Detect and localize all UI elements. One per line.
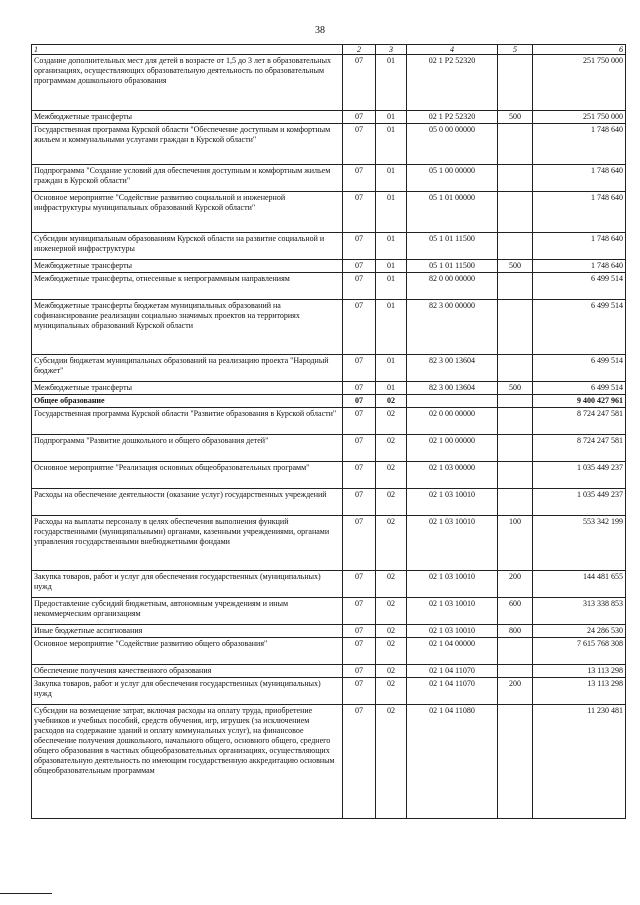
row-amount: 1 748 640 <box>533 124 626 165</box>
row-name: Основное мероприятие "Содействие развитию социальной и инженерной инфраструктуры муниципальных образований Курской области" <box>32 192 343 233</box>
row-section: 07 <box>343 124 376 165</box>
row-target-item: 02 1 04 11070 <box>407 678 498 705</box>
row-section: 07 <box>343 705 376 819</box>
row-amount: 1 035 449 237 <box>533 462 626 489</box>
row-expense-type <box>498 395 533 408</box>
row-expense-type <box>498 408 533 435</box>
row-section: 07 <box>343 165 376 192</box>
row-amount: 9 400 427 961 <box>533 395 626 408</box>
row-section: 07 <box>343 395 376 408</box>
row-amount: 11 230 481 <box>533 705 626 819</box>
row-name: Расходы на обеспечение деятельности (оказание услуг) государственных учреждений <box>32 489 343 516</box>
row-name: Основное мероприятие "Содействие развитию общего образования" <box>32 638 343 665</box>
row-subsection: 02 <box>376 489 407 516</box>
column-header-section: 2 <box>343 45 376 55</box>
row-subsection: 01 <box>376 165 407 192</box>
row-subsection: 02 <box>376 395 407 408</box>
row-name: Закупка товаров, работ и услуг для обеспечения государственных (муниципальных) нужд <box>32 571 343 598</box>
row-section: 07 <box>343 111 376 124</box>
table-row <box>32 192 626 233</box>
table-row <box>32 598 626 625</box>
row-subsection: 01 <box>376 233 407 260</box>
row-amount: 1 748 640 <box>533 233 626 260</box>
row-subsection: 02 <box>376 516 407 571</box>
row-subsection: 02 <box>376 598 407 625</box>
row-name: Общее образование <box>32 395 343 408</box>
row-section: 07 <box>343 516 376 571</box>
row-target-item: 02 1 P2 52320 <box>407 111 498 124</box>
row-name: Субсидии на возмещение затрат, включая расходы на оплату труда, приобретение учебников и учебных пособий, средств обучения, игр, игрушек (за исключением расходов на содержание зданий и оплату коммунальных услуг), на финансовое обеспечение получения дошкольного, начального общего, основного общего, среднего общего образования в частных общеобразовательных организациях, осуществляющих образовательную деятельность по имеющим государственную аккредитацию основным общеобразовательным программам <box>32 705 343 819</box>
row-target-item: 82 3 00 13604 <box>407 355 498 382</box>
row-section: 07 <box>343 300 376 355</box>
row-subsection: 01 <box>376 273 407 300</box>
table-row <box>32 705 626 819</box>
page-number: 38 <box>315 25 325 36</box>
row-section: 07 <box>343 638 376 665</box>
table-body <box>32 55 626 819</box>
row-section: 07 <box>343 678 376 705</box>
row-target-item: 02 1 03 00000 <box>407 462 498 489</box>
row-expense-type <box>498 233 533 260</box>
row-name: Межбюджетные трансферты <box>32 382 343 395</box>
table-row <box>32 273 626 300</box>
row-subsection: 02 <box>376 625 407 638</box>
row-target-item: 02 1 03 10010 <box>407 571 498 598</box>
row-subsection: 01 <box>376 55 407 111</box>
row-section: 07 <box>343 489 376 516</box>
row-amount: 6 499 514 <box>533 273 626 300</box>
row-amount: 6 499 514 <box>533 300 626 355</box>
row-section: 07 <box>343 462 376 489</box>
row-subsection: 02 <box>376 462 407 489</box>
row-expense-type <box>498 705 533 819</box>
row-target-item: 02 1 00 00000 <box>407 435 498 462</box>
row-amount: 251 750 000 <box>533 111 626 124</box>
row-expense-type <box>498 273 533 300</box>
row-target-item: 02 1 03 10010 <box>407 598 498 625</box>
row-subsection: 01 <box>376 300 407 355</box>
row-section: 07 <box>343 625 376 638</box>
column-header-subsection: 3 <box>376 45 407 55</box>
row-subsection: 01 <box>376 111 407 124</box>
table-row <box>32 260 626 273</box>
row-name: Государственная программа Курской области "Обеспечение доступным и комфортным жильем и коммунальными услугами граждан в Курской области" <box>32 124 343 165</box>
row-target-item: 82 3 00 00000 <box>407 300 498 355</box>
table-row <box>32 489 626 516</box>
row-amount: 1 748 640 <box>533 192 626 233</box>
row-subsection: 02 <box>376 571 407 598</box>
row-name: Иные бюджетные ассигнования <box>32 625 343 638</box>
column-header-target-item: 4 <box>407 45 498 55</box>
row-amount: 24 286 530 <box>533 625 626 638</box>
row-subsection: 02 <box>376 665 407 678</box>
row-section: 07 <box>343 273 376 300</box>
row-expense-type: 100 <box>498 516 533 571</box>
footer-rule <box>0 893 52 894</box>
row-target-item: 05 0 00 00000 <box>407 124 498 165</box>
row-subsection: 02 <box>376 408 407 435</box>
row-name: Основное мероприятие "Реализация основных общеобразовательных программ" <box>32 462 343 489</box>
row-expense-type <box>498 165 533 192</box>
row-subsection: 01 <box>376 355 407 382</box>
row-expense-type <box>498 55 533 111</box>
row-expense-type: 200 <box>498 571 533 598</box>
table-row <box>32 165 626 192</box>
table-row <box>32 382 626 395</box>
row-section: 07 <box>343 665 376 678</box>
budget-table <box>31 44 626 819</box>
row-target-item <box>407 395 498 408</box>
row-subsection: 01 <box>376 124 407 165</box>
row-amount: 1 748 640 <box>533 165 626 192</box>
column-header-row <box>32 45 626 55</box>
row-section: 07 <box>343 435 376 462</box>
row-amount: 7 615 768 308 <box>533 638 626 665</box>
row-name: Закупка товаров, работ и услуг для обеспечения государственных (муниципальных) нужд <box>32 678 343 705</box>
table-row <box>32 395 626 408</box>
row-target-item: 02 1 P2 52320 <box>407 55 498 111</box>
row-amount: 13 113 298 <box>533 678 626 705</box>
row-amount: 313 338 853 <box>533 598 626 625</box>
row-amount: 1 748 640 <box>533 260 626 273</box>
row-amount: 144 481 655 <box>533 571 626 598</box>
row-target-item: 02 0 00 00000 <box>407 408 498 435</box>
row-expense-type <box>498 300 533 355</box>
row-expense-type <box>498 124 533 165</box>
row-target-item: 05 1 00 00000 <box>407 165 498 192</box>
row-name: Межбюджетные трансферты <box>32 260 343 273</box>
table-row <box>32 355 626 382</box>
row-amount: 251 750 000 <box>533 55 626 111</box>
row-target-item: 05 1 01 11500 <box>407 233 498 260</box>
row-target-item: 02 1 04 11080 <box>407 705 498 819</box>
row-expense-type: 500 <box>498 111 533 124</box>
row-subsection: 02 <box>376 678 407 705</box>
row-target-item: 82 0 00 00000 <box>407 273 498 300</box>
row-expense-type <box>498 355 533 382</box>
row-name: Межбюджетные трансферты, отнесенные к непрограммным направлениям <box>32 273 343 300</box>
row-expense-type <box>498 665 533 678</box>
row-name: Расходы на выплаты персоналу в целях обеспечения выполнения функций государственными (муниципальными) органами, казенными учреждениями, органами управления государственными внебюджетными фондами <box>32 516 343 571</box>
table-row <box>32 233 626 260</box>
table-row <box>32 638 626 665</box>
row-target-item: 05 1 01 11500 <box>407 260 498 273</box>
row-target-item: 02 1 03 10010 <box>407 516 498 571</box>
row-subsection: 02 <box>376 638 407 665</box>
row-expense-type <box>498 462 533 489</box>
table-row <box>32 625 626 638</box>
row-target-item: 02 1 03 10010 <box>407 489 498 516</box>
row-name: Межбюджетные трансферты <box>32 111 343 124</box>
row-name: Обеспечение получения качественного образования <box>32 665 343 678</box>
row-amount: 6 499 514 <box>533 382 626 395</box>
row-target-item: 05 1 01 00000 <box>407 192 498 233</box>
row-name: Создание дополнительных мест для детей в возрасте от 1,5 до 3 лет в образовательных организациях, осуществляющих образовательную деятельность по образовательным программам дошкольного образования <box>32 55 343 111</box>
row-name: Предоставление субсидий бюджетным, автономным учреждениям и иным некоммерческим организациям <box>32 598 343 625</box>
row-section: 07 <box>343 192 376 233</box>
row-section: 07 <box>343 382 376 395</box>
row-target-item: 82 3 00 13604 <box>407 382 498 395</box>
table-row <box>32 571 626 598</box>
table-row <box>32 408 626 435</box>
row-name: Подпрограмма "Развитие дошкольного и общего образования детей" <box>32 435 343 462</box>
column-header-amount: 6 <box>533 45 626 55</box>
row-section: 07 <box>343 233 376 260</box>
row-expense-type: 500 <box>498 382 533 395</box>
table-row <box>32 300 626 355</box>
column-header-name: 1 <box>32 45 343 55</box>
table-row <box>32 111 626 124</box>
row-section: 07 <box>343 260 376 273</box>
row-expense-type <box>498 435 533 462</box>
row-amount: 1 035 449 237 <box>533 489 626 516</box>
table-row <box>32 55 626 111</box>
row-expense-type <box>498 489 533 516</box>
row-target-item: 02 1 03 10010 <box>407 625 498 638</box>
row-expense-type: 500 <box>498 260 533 273</box>
row-amount: 8 724 247 581 <box>533 435 626 462</box>
row-subsection: 01 <box>376 260 407 273</box>
row-name: Подпрограмма "Создание условий для обеспечения доступным и комфортным жильем граждан в Курской области" <box>32 165 343 192</box>
row-subsection: 02 <box>376 435 407 462</box>
row-subsection: 02 <box>376 705 407 819</box>
row-section: 07 <box>343 598 376 625</box>
row-name: Межбюджетные трансферты бюджетам муниципальных образований на софинансирование реализации социально значимых проектов на территориях муниципальных образований Курской области <box>32 300 343 355</box>
row-section: 07 <box>343 55 376 111</box>
column-header-expense-type: 5 <box>498 45 533 55</box>
row-subsection: 01 <box>376 382 407 395</box>
row-expense-type: 800 <box>498 625 533 638</box>
table-row <box>32 516 626 571</box>
row-name: Субсидии муниципальным образованиям Курской области на развитие социальной и инженерной инфраструктуры <box>32 233 343 260</box>
row-name: Субсидии бюджетам муниципальных образований на реализацию проекта "Народный бюджет" <box>32 355 343 382</box>
row-amount: 553 342 199 <box>533 516 626 571</box>
row-target-item: 02 1 04 11070 <box>407 665 498 678</box>
row-expense-type: 600 <box>498 598 533 625</box>
row-section: 07 <box>343 571 376 598</box>
table-row <box>32 462 626 489</box>
row-amount: 6 499 514 <box>533 355 626 382</box>
row-amount: 13 113 298 <box>533 665 626 678</box>
row-name: Государственная программа Курской области "Развитие образования в Курской области" <box>32 408 343 435</box>
table-row <box>32 665 626 678</box>
row-expense-type: 200 <box>498 678 533 705</box>
row-expense-type <box>498 638 533 665</box>
table-row <box>32 678 626 705</box>
row-target-item: 02 1 04 00000 <box>407 638 498 665</box>
row-amount: 8 724 247 581 <box>533 408 626 435</box>
row-expense-type <box>498 192 533 233</box>
table-row <box>32 124 626 165</box>
row-section: 07 <box>343 408 376 435</box>
table-row <box>32 435 626 462</box>
row-subsection: 01 <box>376 192 407 233</box>
row-section: 07 <box>343 355 376 382</box>
